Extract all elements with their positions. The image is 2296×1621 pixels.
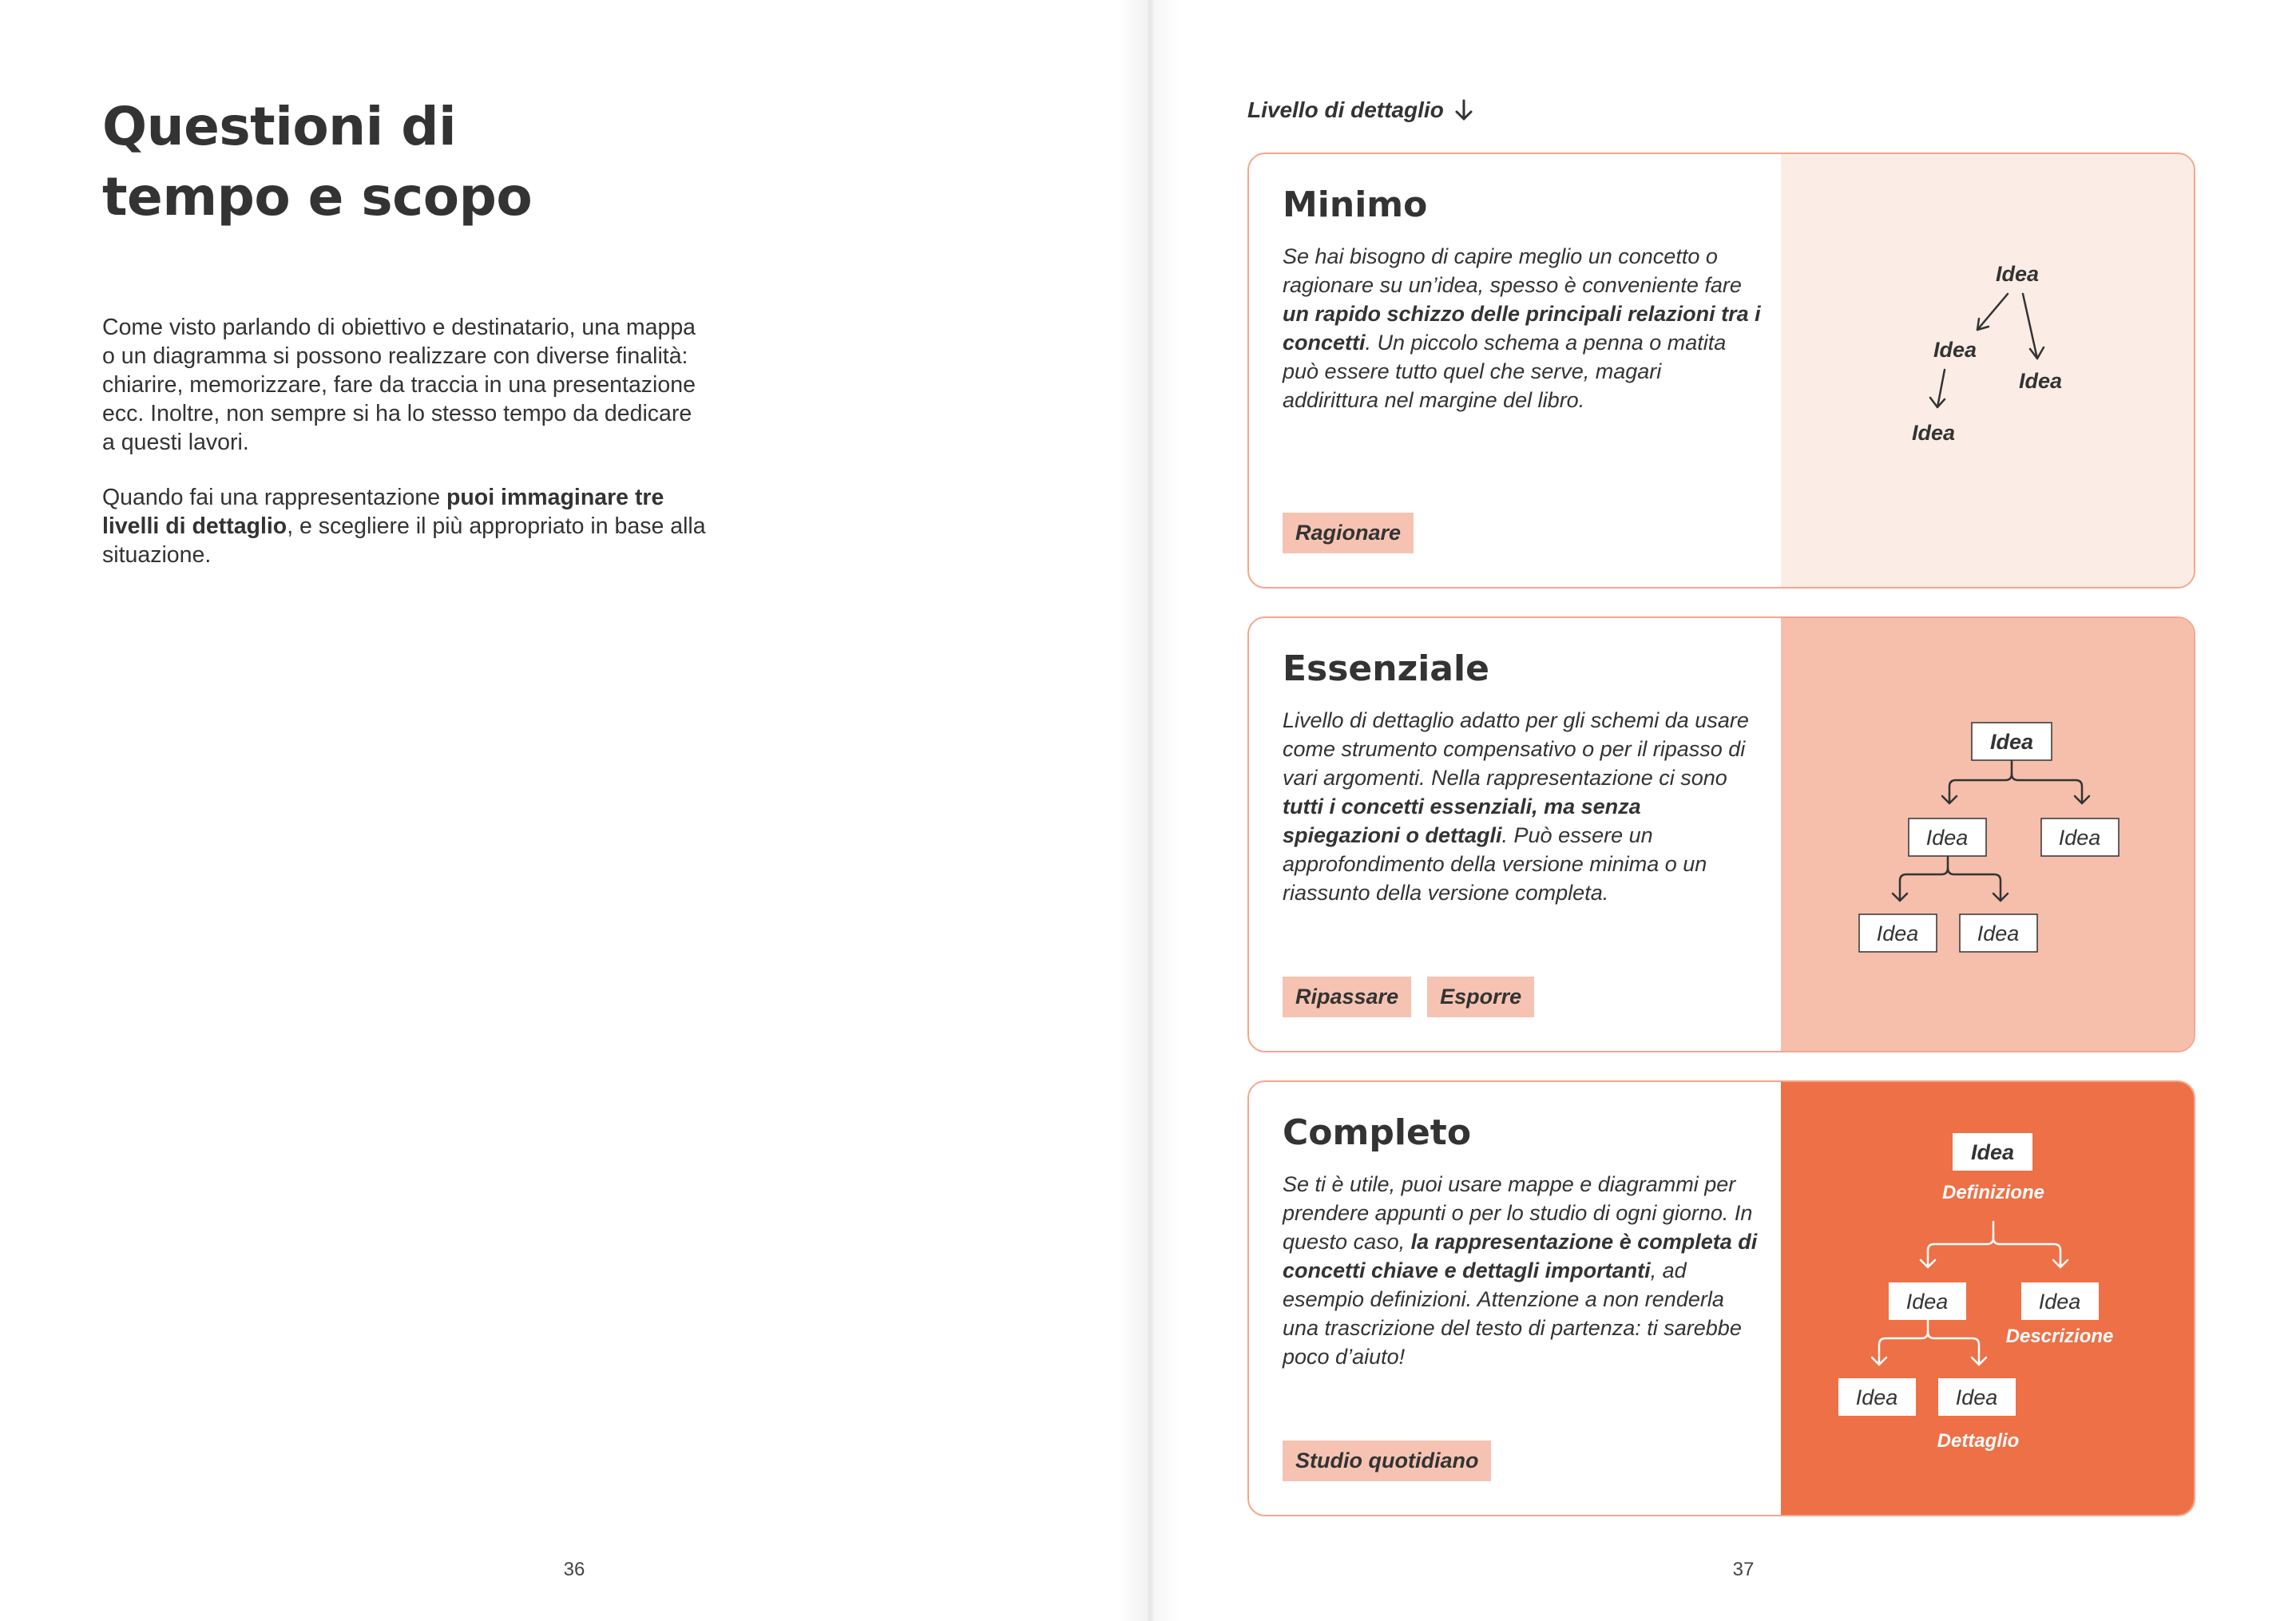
card-completo-desc-bold: la rappresentazione è completa di concetti chiave e dettagli importanti [1283, 1230, 1758, 1282]
complete-tree-diagram [1781, 1082, 2195, 1516]
card-completo-desc-pre: Se ti è utile, puoi usare mappe e diagrammi per prendere appunti o per lo studio di ogni giorno. In questo caso, [1283, 1172, 1753, 1254]
card-completo-title: Completo [1283, 1112, 1472, 1153]
book-gutter-shadow [1118, 0, 1182, 1621]
card-minimo [1247, 153, 2195, 589]
card-minimo-tags [1283, 513, 1414, 553]
card-essenziale [1247, 616, 2195, 1052]
card-minimo-desc-post: . Un piccolo schema a penna o matita può essere tutto quel che serve, magari addirittura nel margine del libro. [1283, 331, 1727, 412]
sketch-node-left: Idea [1933, 338, 1977, 362]
card-essenziale-description [1283, 706, 1762, 907]
tag-ripassare: Ripassare [1283, 977, 1411, 1017]
page-number-right: 37 [1732, 1559, 1755, 1580]
intro-paragraph: Come visto parlando di obiettivo e destinatario, una mappa o un diagramma si possono realizzare con diverse finalità: chiarire, memorizzare, fare da traccia in una presentazione ecc. Inoltre, non sempre si ha lo stesso tempo da dedicare a questi lavori. [102, 315, 696, 455]
sketch-node-root: Idea [1995, 262, 2040, 286]
card-essenziale-desc-post: . Può essere un approfondimento della versione minima o un riassunto della versione completa. [1283, 823, 1707, 905]
sketch-node-right: Idea [2018, 369, 2063, 393]
page-number-left: 36 [563, 1559, 585, 1580]
section-label [1247, 97, 1474, 123]
tag-ragionare: Ragionare [1283, 513, 1414, 553]
card-completo-tags [1283, 1441, 1491, 1481]
card-minimo-desc-pre: Se hai bisogno di capire meglio un concetto o ragionare su un’idea, spesso è conveniente fare [1283, 244, 1742, 297]
tree-node-sub-right: Idea [1977, 921, 2020, 945]
tree-node-sub-left: Idea [1876, 921, 1919, 945]
full-node-sub-left: Idea [1855, 1385, 1898, 1409]
tree-connector-sub-right [1948, 868, 2001, 901]
card-completo-desc-post: , ad esempio definizioni. Attenzione a non renderla una trascrizione del testo di partenza: ti sarebbe poco d’aiuto! [1283, 1258, 1742, 1369]
tree-node-left: Idea [1925, 826, 1969, 850]
tree-node-right: Idea [2058, 826, 2101, 850]
tag-esporre: Esporre [1427, 977, 1534, 1017]
tree-node-root: Idea [1989, 730, 2034, 754]
page-title [102, 92, 532, 232]
levels-paragraph-pre: Quando fai una rappresentazione [102, 485, 446, 510]
full-note-dettaglio: Dettaglio [1937, 1430, 2020, 1452]
levels-paragraph [102, 483, 709, 569]
arrow-down-icon [1453, 98, 1474, 122]
card-completo-diagram-panel [1781, 1082, 2195, 1515]
tree-connector-left [1949, 760, 2012, 803]
card-essenziale-diagram-panel [1781, 618, 2195, 1051]
tree-connector-right [2012, 774, 2082, 803]
full-connector-left [1928, 1222, 1993, 1267]
essential-tree-diagram [1781, 618, 2195, 1052]
full-node-sub-right: Idea [1955, 1385, 1998, 1409]
card-essenziale-desc-bold: tutti i concetti essenziali, ma senza spiegazioni o dettagli [1283, 795, 1641, 847]
full-node-left: Idea [1905, 1290, 1949, 1314]
card-minimo-title: Minimo [1283, 184, 1428, 225]
full-node-right: Idea [2038, 1290, 2081, 1314]
minimal-sketch-diagram [1781, 154, 2195, 589]
card-completo-description [1283, 1170, 1762, 1371]
full-connector-sub-right [1928, 1332, 1979, 1365]
full-note-definizione: Definizione [1941, 1182, 2045, 1203]
sketch-arrow-1 [1977, 294, 2008, 330]
section-label-text: Livello di dettaglio [1247, 97, 1444, 122]
card-minimo-diagram-panel [1781, 154, 2195, 587]
title-line-2: tempo e scopo [102, 166, 533, 228]
card-completo [1247, 1080, 2195, 1516]
card-minimo-description [1283, 242, 1762, 414]
card-minimo-desc-bold: un rapido schizzo delle principali relazioni tra i concetti [1283, 302, 1761, 355]
left-page [0, 0, 1147, 1621]
card-essenziale-desc-pre: Livello di dettaglio adatto per gli schemi da usare come strumento compensativo o per il ripasso di vari argomenti. Nella rappresentazione ci sono [1283, 708, 1749, 790]
full-connector-right [1993, 1238, 2060, 1267]
card-essenziale-title: Essenziale [1283, 648, 1489, 689]
card-essenziale-tags [1283, 977, 1534, 1017]
levels-paragraph-post: , e scegliere il più appropriato in base alla situazione. [102, 513, 706, 568]
full-node-root: Idea [1970, 1140, 2015, 1164]
sketch-node-bottom: Idea [1911, 421, 1956, 445]
levels-paragraph-bold: puoi immaginare tre livelli di dettaglio [102, 485, 664, 539]
tag-studio-quotidiano: Studio quotidiano [1283, 1441, 1491, 1481]
title-line-1: Questioni di [102, 96, 457, 157]
full-note-descrizione: Descrizione [2005, 1326, 2114, 1347]
